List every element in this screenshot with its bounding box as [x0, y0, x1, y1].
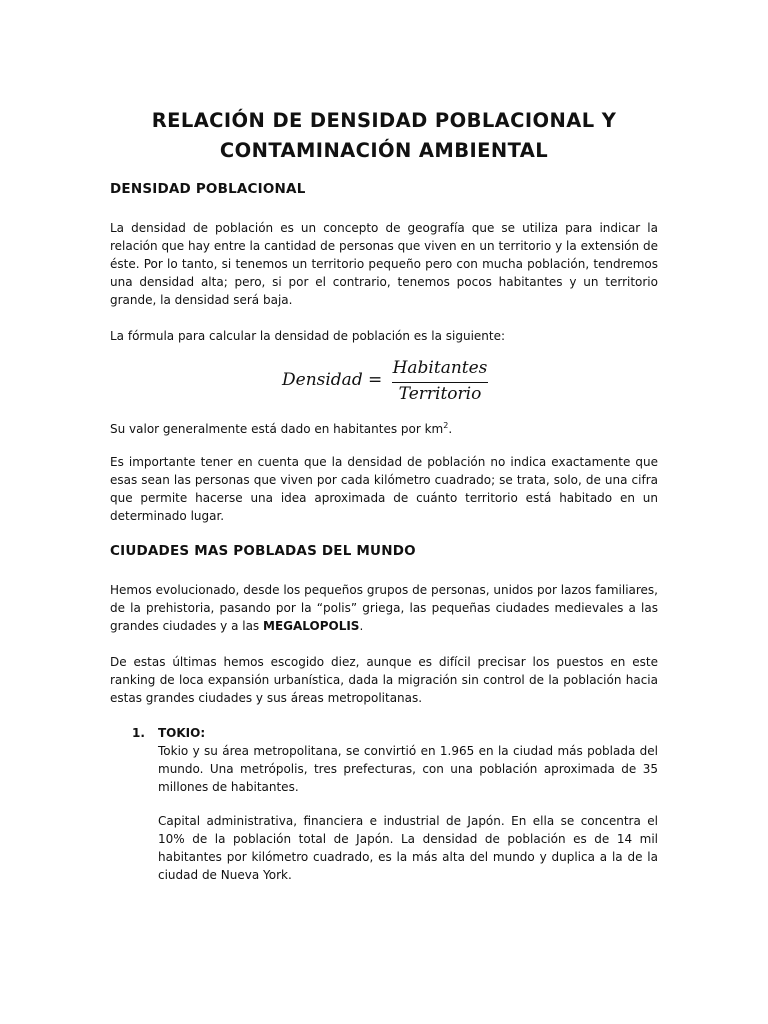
formula-denominator: Territorio: [398, 384, 482, 404]
formula-lhs: Densidad: [282, 370, 363, 390]
evolucion-text: Hemos evolucionado, desde los pequeños grupos de personas, unidos por lazos familiares, de la prehistoria, pasando por la “polis” griega, las pequeñas ciudades medievales a las grandes ciudades y a las: [110, 583, 658, 633]
list-item-paragraph-1: Tokio y su área metropolitana, se convirtió en 1.965 en la ciudad más poblada del mundo. Una metrópolis, tres prefecturas, con una población aproximada de 35 millones de habitantes.: [158, 744, 658, 794]
paragraph-formula-intro: La fórmula para calcular la densidad de población es la siguiente:: [110, 329, 506, 343]
paragraph-unidades: [110, 417, 658, 438]
list-item-title: TOKIO:: [158, 726, 206, 740]
unidades-text: Su valor generalmente está dado en habitantes por km: [110, 422, 444, 436]
formula-equals: =: [368, 370, 383, 390]
megalopolis-bold: MEGALOPOLIS: [263, 619, 360, 633]
unidades-end: .: [448, 422, 453, 436]
formula-fraction-bar: [392, 382, 488, 383]
section-heading-ciudades: CIUDADES MAS POBLADAS DEL MUNDO: [110, 543, 416, 559]
paragraph-evolucion: [110, 581, 658, 635]
paragraph-ranking: De estas últimas hemos escogido diez, aunque es difícil precisar los puestos en este ranking de loca expansión urbanística, dada la migración sin control de la población hacia estas grandes ciudades y sus áreas metropolitanas.: [110, 655, 658, 705]
formula-numerator: Habitantes: [392, 358, 488, 378]
section-heading-densidad: DENSIDAD POBLACIONAL: [110, 181, 306, 197]
document-title: [110, 106, 658, 166]
paragraph-densidad-nota: Es importante tener en cuenta que la densidad de población no indica exactamente que esas sean las personas que viven por cada kilómetro cuadrado; se trata, solo, de una cifra que permite hacerse una idea aproximada de cuánto territorio está habitado en un determinado lugar.: [110, 455, 658, 523]
paragraph-densidad-definicion: La densidad de población es un concepto de geografía que se utiliza para indicar la relación que hay entre la cantidad de personas que viven en un territorio y la extensión de éste. Por lo tanto, si tenemos un territorio pequeño pero con mucha población, tendremos una densidad alta; pero, si por el contrario, tenemos pocos habitantes y un territorio grande, la densidad será baja.: [110, 221, 658, 307]
list-item-paragraph-2: Capital administrativa, financiera e industrial de Japón. En ella se concentra el 10% de la población total de Japón. La densidad de población es de 14 mil habitantes por kilómetro cuadrado, es la más alta del mundo y duplica a la de la ciudad de Nueva York.: [158, 814, 658, 882]
evolucion-end: .: [359, 619, 364, 633]
list-item-number: 1.: [132, 726, 145, 740]
title-line-2: CONTAMINACIÓN AMBIENTAL: [219, 139, 549, 162]
title-line-1: RELACIÓN DE DENSIDAD POBLACIONAL Y: [151, 109, 617, 132]
density-formula: [282, 356, 492, 408]
unidades-superscript: 2: [443, 421, 449, 430]
